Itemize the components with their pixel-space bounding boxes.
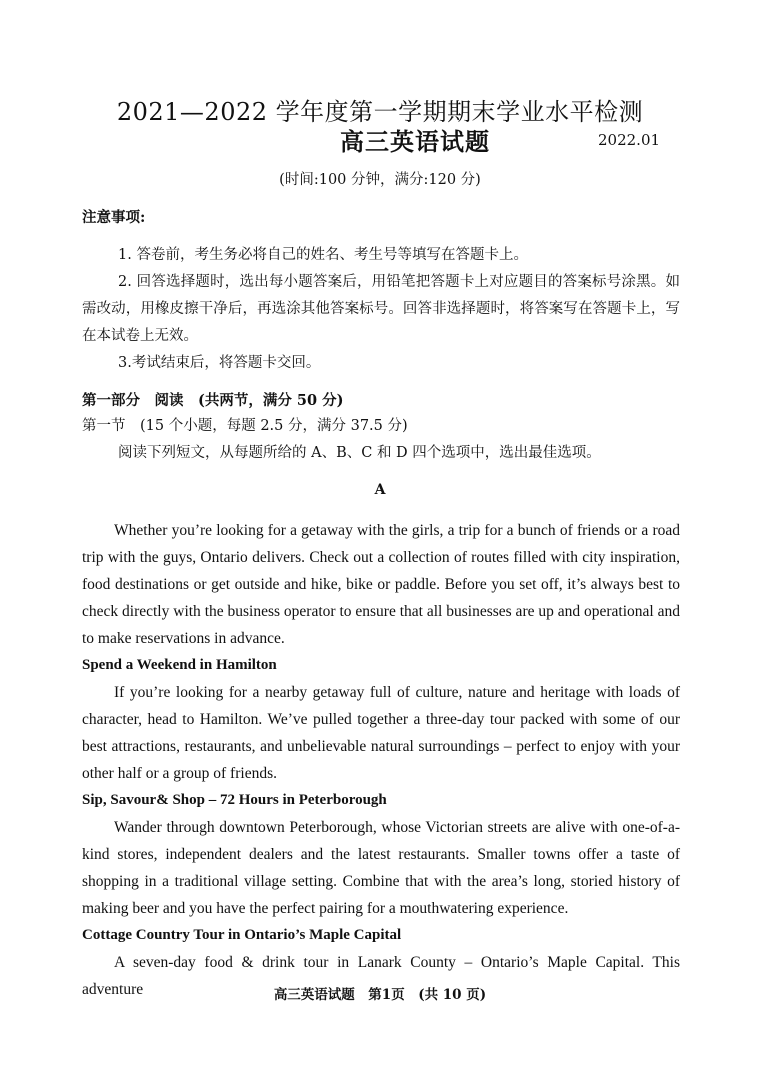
section-heading: Cottage Country Tour in Ontario’s Maple Capital [82,927,402,943]
exam-subtitle: 高三英语试题 [340,127,490,156]
exam-date: 2022.01 [598,131,661,149]
notice-item: 2. 回答选择题时，选出每小题答案后，用铅笔把答题卡上对应题目的答案标号涂黑。如需改动，用橡皮擦干净后，再选涂其他答案标号。回答非选择题时，将答案写在答题卡上，写在本试卷上无效。 [82,274,680,344]
section-heading: Sip, Savour& Shop – 72 Hours in Peterborough [82,792,387,808]
passage-intro: Whether you’re looking for a getaway with the girls, a trip for a bunch of friends or a road trip with the guys, Ontario delivers. Check out a collection of routes filled with city inspiration, food destinations or get outside and hike, bike or paddle. Before you set off, it’s always best to check directly with the business operator to ensure that all businesses are up and operational and to make reservations in advance. [82,522,680,647]
section-text: Wander through downtown Peterborough, whose Victorian streets are alive with one-of-a-kind stores, independent dealers and the latest restaurants. Smaller towns offer a taste of shopping in a traditional village setting. Combine that with the area’s long, storied history of making beer and you have the perfect pairing for a mouthwatering experience. [82,819,680,917]
exam-title: 2021—2022 学年度第一学期期末学业水平检测 [116,98,644,126]
notice-item: 1. 答卷前，考生务必将自己的姓名、考生号等填写在答题卡上。 [118,247,528,263]
section-text: If you’re looking for a nearby getaway full of culture, nature and heritage with loads of character, head to Hamilton. We’ve pulled together a three-day tour packed with some of our best attractions, restaurants, and unbelievable natural surroundings – perfect to enjoy with your other half or a group of friends. [82,684,680,782]
page-footer: 高三英语试题 第1页 (共 10 页) [273,987,487,1003]
time-info: (时间:100 分钟，满分:120 分) [279,172,481,188]
notice-item: 3.考试结束后，将答题卡交回。 [118,355,321,371]
notice-title: 注意事项: [82,209,146,226]
section-text: A seven-day food & drink tour in Lanark County – Ontario’s Maple Capital. This adventure [82,954,680,998]
notice-list [82,242,680,377]
instruction: 阅读下列短文，从每题所给的 A、B、C 和 D 四个选项中，选出最佳选项。 [118,445,601,461]
passage-body [82,517,680,1003]
section-title: 第一节 (15 个小题，每题 2.5 分，满分 37.5 分) [82,418,408,434]
part-title: 第一部分 阅读 (共两节，满分 50 分) [82,392,344,409]
section-heading: Spend a Weekend in Hamilton [82,657,277,673]
passage-label: A [374,482,386,498]
